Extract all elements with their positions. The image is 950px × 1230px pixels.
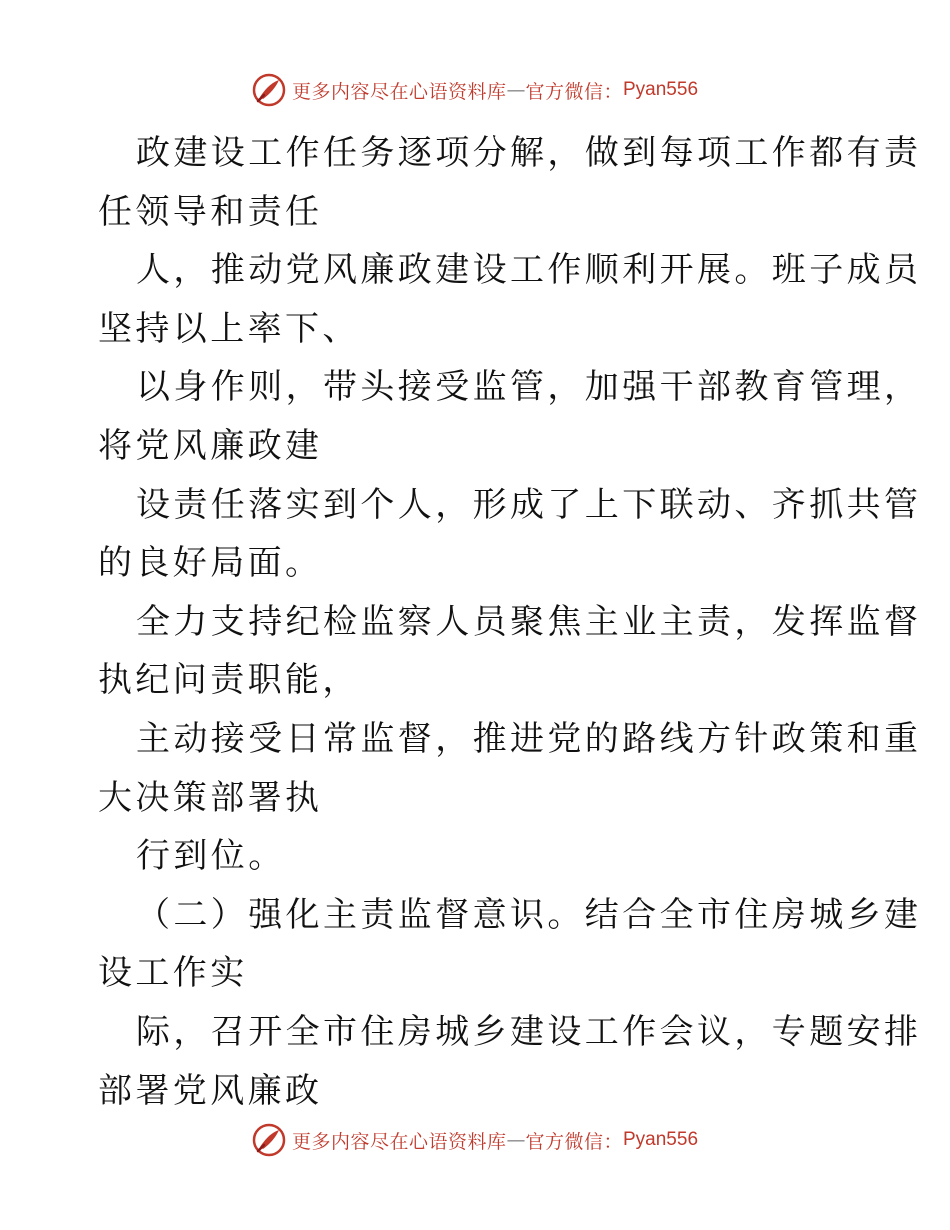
- text-line: 政建设工作任务逐项分解，做到每项工作都有责: [136, 133, 922, 173]
- text-line: 际，召开全市住房城乡建设工作会议，专题安排: [136, 1011, 922, 1052]
- text-line: 任领导和责任: [98, 191, 323, 232]
- text-line: 主动接受日常监督，推进党的路线方针政策和重: [136, 718, 922, 759]
- watermark-separator: —: [506, 79, 526, 101]
- text-line: 将党风廉政建: [98, 425, 323, 466]
- text-line: 以身作则，带头接受监管，加强干部教育管理，: [136, 367, 922, 408]
- text-line: 执纪问责职能，: [98, 660, 360, 701]
- text-line: （二）强化主责监督意识。结合全市住房城乡建: [136, 894, 922, 935]
- watermark-site-text: 更多内容尽在心语资料库: [291, 80, 507, 103]
- text-line: 设责任落实到个人，形成了上下联动、齐抓共管: [136, 484, 922, 525]
- watermark-site-text: 更多内容尽在心语资料库: [291, 1130, 507, 1153]
- watermark-handle: Pyan556: [623, 1129, 699, 1150]
- watermark-wechat-label: 官方微信：: [525, 1130, 623, 1153]
- text-line: 全力支持纪检监察人员聚焦主业主责，发挥监督: [136, 601, 922, 642]
- watermark-separator: —: [506, 1129, 526, 1151]
- text-line: 的良好局面。: [98, 543, 323, 584]
- document-body: [98, 124, 922, 1120]
- footer-watermark: [0, 1120, 950, 1160]
- watermark-wechat-label: 官方微信：: [525, 80, 623, 103]
- text-line: 大决策部署执: [98, 777, 323, 818]
- pen-logo-icon: [252, 1123, 286, 1157]
- header-watermark: [0, 70, 950, 110]
- text-line: 坚持以上率下、: [98, 308, 360, 349]
- text-line: 部署党风廉政: [98, 1070, 323, 1111]
- text-line: 行到位。: [136, 836, 286, 877]
- text-line: 设工作实: [98, 953, 248, 994]
- text-line: 人，推动党风廉政建设工作顺利开展。班子成员: [136, 250, 922, 291]
- watermark-handle: Pyan556: [623, 79, 699, 100]
- pen-logo-icon: [252, 73, 286, 107]
